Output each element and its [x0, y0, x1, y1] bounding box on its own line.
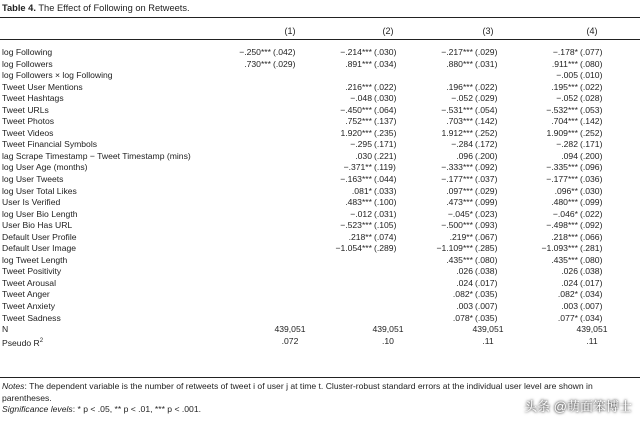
coefficient: 1.909***: [546, 127, 578, 138]
table-row: [0, 278, 640, 290]
table-row: [0, 197, 640, 209]
coefficient: .219**: [449, 231, 473, 242]
row-label: Default User Image: [2, 243, 77, 254]
row-label: Tweet Arousal: [2, 277, 56, 288]
table-row: [0, 139, 640, 151]
row-label: Tweet Sadness: [2, 312, 61, 323]
coefficient: −1.093***: [541, 243, 578, 254]
standard-error: (.037): [475, 174, 498, 185]
standard-error: (.031): [475, 58, 498, 69]
standard-error: (.077): [580, 47, 603, 57]
coefficient: −1.109***: [436, 243, 473, 254]
summary-label: [2, 324, 8, 336]
standard-error: (.067): [475, 231, 498, 242]
coefficient: .003: [456, 301, 473, 312]
table-row: [0, 105, 640, 117]
coefficient: 1.920***: [340, 127, 372, 138]
table-row: [0, 151, 640, 163]
table-row: [0, 174, 640, 186]
standard-error: (.029): [475, 93, 498, 104]
table-row: [0, 128, 640, 140]
coefficient: .216***: [345, 81, 372, 92]
coefficient: .435***: [446, 254, 473, 265]
standard-error: (.252): [580, 127, 603, 138]
standard-error: (.029): [475, 185, 498, 196]
standard-error: (.080): [580, 254, 603, 265]
coefficient: −.045*: [447, 208, 473, 219]
coefficient: −.052: [556, 93, 578, 104]
row-label: Tweet Anger: [2, 289, 50, 300]
coefficient: .030: [355, 150, 372, 161]
standard-error: (.171): [580, 139, 603, 150]
standard-error: (.034): [580, 312, 603, 323]
summary-row: [0, 324, 640, 336]
coefficient: .218**: [348, 231, 372, 242]
coefficient: −.048: [350, 93, 372, 104]
standard-error: (.252): [475, 127, 498, 138]
row-label: log User Total Likes: [2, 185, 77, 196]
standard-error: (.042): [273, 47, 296, 57]
coefficient: −.532***: [546, 104, 578, 115]
row-label: Tweet URLs: [2, 104, 49, 115]
coefficient: .096: [456, 150, 473, 161]
standard-error: (.022): [475, 81, 498, 92]
standard-error: (.100): [374, 197, 397, 208]
table-row: [0, 301, 640, 313]
coefficient: .081*: [351, 185, 372, 196]
coefficient: .094: [561, 150, 578, 161]
coefficient: −.177***: [546, 174, 578, 185]
standard-error: (.033): [374, 185, 397, 196]
coefficient: 1.912***: [441, 127, 473, 138]
table-row: [0, 243, 640, 255]
row-label: Tweet Positivity: [2, 266, 62, 277]
coefficient: −.217***: [441, 47, 473, 57]
standard-error: (.023): [475, 208, 498, 219]
summary-value: 439,051: [274, 324, 306, 335]
standard-error: (.080): [580, 58, 603, 69]
table-row: [0, 47, 640, 59]
coefficient: −.371**: [343, 162, 372, 173]
standard-error: (.034): [374, 58, 397, 69]
table-row: [0, 162, 640, 174]
header-rule: [0, 39, 640, 40]
standard-error: (.171): [374, 139, 397, 150]
coefficient: .218***: [551, 231, 578, 242]
table-row: [0, 82, 640, 94]
standard-error: (.074): [374, 231, 397, 242]
standard-error: (.030): [374, 47, 397, 57]
standard-error: (.029): [475, 47, 498, 57]
coefficient: .880***: [446, 58, 473, 69]
standard-error: (.099): [580, 197, 603, 208]
table-row: [0, 93, 640, 105]
summary-value: .10: [382, 335, 394, 346]
coefficient: .483***: [345, 197, 372, 208]
coefficient: −.333***: [441, 162, 473, 173]
coefficient: .752***: [345, 116, 372, 127]
coefficient: −.012: [350, 208, 372, 219]
coefficient: −.282: [556, 139, 578, 150]
standard-error: (.007): [580, 301, 603, 312]
standard-error: (.029): [273, 58, 296, 69]
summary-label-text: Pseudo R: [2, 337, 40, 348]
watermark: 头条 @萌面笨博士: [524, 399, 632, 414]
summary-value: .11: [482, 335, 494, 346]
row-label: User Bio Has URL: [2, 220, 73, 231]
standard-error: (.038): [475, 266, 498, 277]
coefficient: .704***: [551, 116, 578, 127]
table-caption: [2, 3, 190, 13]
row-label: Tweet User Mentions: [2, 81, 83, 92]
table-row: [0, 255, 640, 267]
coefficient: .097***: [446, 185, 473, 196]
summary-value: .11: [586, 335, 598, 346]
coefficient: .003: [561, 301, 578, 312]
table-row: [0, 220, 640, 232]
row-label: log User Bio Length: [2, 208, 78, 219]
coefficient: −.284: [451, 139, 473, 150]
standard-error: (.030): [374, 93, 397, 104]
coefficient: .026: [561, 266, 578, 277]
standard-error: (.038): [580, 266, 603, 277]
standard-error: (.235): [374, 127, 397, 138]
coefficient: −.523***: [340, 220, 372, 231]
summary-value: 439,051: [472, 324, 504, 335]
standard-error: (.017): [580, 277, 603, 288]
row-label: Tweet Financial Symbols: [2, 139, 98, 150]
coefficient: −.005: [556, 70, 578, 81]
standard-error: (.172): [475, 139, 498, 150]
standard-error: (.099): [475, 197, 498, 208]
summary-label: [2, 336, 43, 349]
table-row: [0, 289, 640, 301]
row-label: log Followers × log Following: [2, 70, 113, 81]
coefficient: −.052: [451, 93, 473, 104]
coefficient: .891***: [345, 58, 372, 69]
standard-error: (.022): [580, 208, 603, 219]
standard-error: (.281): [580, 243, 603, 254]
standard-error: (.054): [475, 104, 498, 115]
standard-error: (.028): [580, 93, 603, 104]
coefficient: .196***: [446, 81, 473, 92]
standard-error: (.200): [580, 150, 603, 161]
coefficient: −.531***: [441, 104, 473, 115]
regression-table: [0, 47, 640, 347]
standard-error: (.119): [374, 162, 396, 173]
table-row: [0, 70, 640, 82]
table-label: Table 4.: [2, 3, 36, 13]
summary-value: 439,051: [576, 324, 608, 335]
standard-error: (.096): [580, 162, 603, 173]
coefficient: .730***: [244, 58, 271, 69]
coefficient: .195***: [551, 81, 578, 92]
row-label: Tweet Anxiety: [2, 301, 56, 312]
summary-label-superscript: 2: [39, 337, 44, 344]
standard-error: (.142): [580, 116, 603, 127]
bottom-rule: [0, 377, 640, 378]
coefficient: .911***: [551, 58, 578, 69]
coefficient: .024: [561, 277, 578, 288]
coefficient: −1.054***: [335, 243, 372, 254]
coefficient: −.500***: [441, 220, 473, 231]
table-row: [0, 232, 640, 244]
table-title: The Effect of Following on Retweets.: [38, 3, 190, 13]
standard-error: (.017): [475, 277, 498, 288]
coefficient: .082*: [557, 289, 578, 300]
summary-label-text: N: [2, 324, 9, 335]
standard-error: (.022): [374, 81, 397, 92]
coefficient: .703***: [446, 116, 473, 127]
standard-error: (.066): [580, 231, 603, 242]
standard-error: (.053): [580, 104, 603, 115]
coefficient: −.178*: [552, 47, 578, 57]
column-header-3: (3): [482, 26, 494, 36]
significance-label: Significance levels: [2, 404, 73, 414]
row-label: Default User Profile: [2, 231, 77, 242]
coefficient: .480***: [551, 197, 578, 208]
coefficient: .082*: [452, 289, 473, 300]
row-label: Tweet Hashtags: [2, 93, 64, 104]
table-row: [0, 186, 640, 198]
standard-error: (.080): [475, 254, 498, 265]
column-header-1: (1): [284, 26, 296, 36]
coefficient: −.163***: [340, 174, 372, 185]
table-row: [0, 266, 640, 278]
table-row: [0, 116, 640, 128]
column-header-4: (4): [586, 26, 598, 36]
coefficient: −.335***: [546, 162, 578, 173]
standard-error: (.285): [475, 243, 498, 254]
standard-error: (.137): [374, 116, 397, 127]
notes-label: Notes: [2, 381, 25, 391]
coefficient: −.214***: [340, 47, 372, 57]
standard-error: (.289): [374, 243, 397, 254]
standard-error: (.093): [475, 220, 498, 231]
table-row: [0, 209, 640, 221]
standard-error: (.007): [475, 301, 498, 312]
coefficient: −.295: [350, 139, 372, 150]
standard-error: (.035): [475, 312, 498, 323]
standard-error: (.092): [580, 220, 603, 231]
standard-error: (.031): [374, 208, 397, 219]
standard-error: (.200): [475, 150, 498, 161]
summary-value: .072: [281, 335, 299, 346]
row-label: Tweet Videos: [2, 127, 54, 138]
standard-error: (.030): [580, 185, 603, 196]
coefficient: −.250***: [239, 47, 271, 57]
coefficient: .024: [456, 277, 473, 288]
standard-error: (.034): [580, 289, 603, 300]
standard-error: (.142): [475, 116, 498, 127]
coefficient: .435***: [551, 254, 578, 265]
coefficient: −.450***: [340, 104, 372, 115]
coefficient: −.177***: [441, 174, 473, 185]
row-label: log Following: [2, 47, 53, 57]
standard-error: (.064): [374, 104, 397, 115]
table-row: [0, 313, 640, 325]
row-label: Tweet Photos: [2, 116, 55, 127]
summary-value: 439,051: [372, 324, 404, 335]
row-label: log User Age (months): [2, 162, 88, 173]
coefficient: −.498***: [546, 220, 578, 231]
standard-error: (.010): [580, 70, 603, 81]
standard-error: (.035): [475, 289, 498, 300]
coefficient: .026: [456, 266, 473, 277]
coefficient: −.046*: [552, 208, 578, 219]
row-label: lag Scrape Timestamp − Tweet Timestamp (mins): [2, 150, 191, 161]
summary-row: [0, 336, 640, 348]
coefficient: .078*: [452, 312, 473, 323]
standard-error: (.105): [374, 220, 397, 231]
coefficient: .473***: [446, 197, 473, 208]
row-label: log Followers: [2, 58, 53, 69]
standard-error: (.044): [374, 174, 397, 185]
standard-error: (.036): [580, 174, 603, 185]
coefficient: .096**: [554, 185, 578, 196]
coefficient: .077*: [557, 312, 578, 323]
column-header-2: (2): [382, 26, 394, 36]
standard-error: (.221): [374, 150, 397, 161]
top-rule: [0, 17, 640, 18]
row-label: log User Tweets: [2, 174, 64, 185]
table-row: [0, 59, 640, 71]
notes-text: : The dependent variable is the number of retweets of tweet i of user j at time t. Cluster-robust standard errors at the individual user level are shown in parentheses.: [2, 381, 593, 403]
standard-error: (.022): [580, 81, 603, 92]
row-label: User Is Verified: [2, 197, 61, 208]
row-label: log Tweet Length: [2, 254, 68, 265]
standard-error: (.092): [475, 162, 498, 173]
significance-text: : * p < .05, ** p < .01, *** p < .001.: [72, 404, 201, 414]
